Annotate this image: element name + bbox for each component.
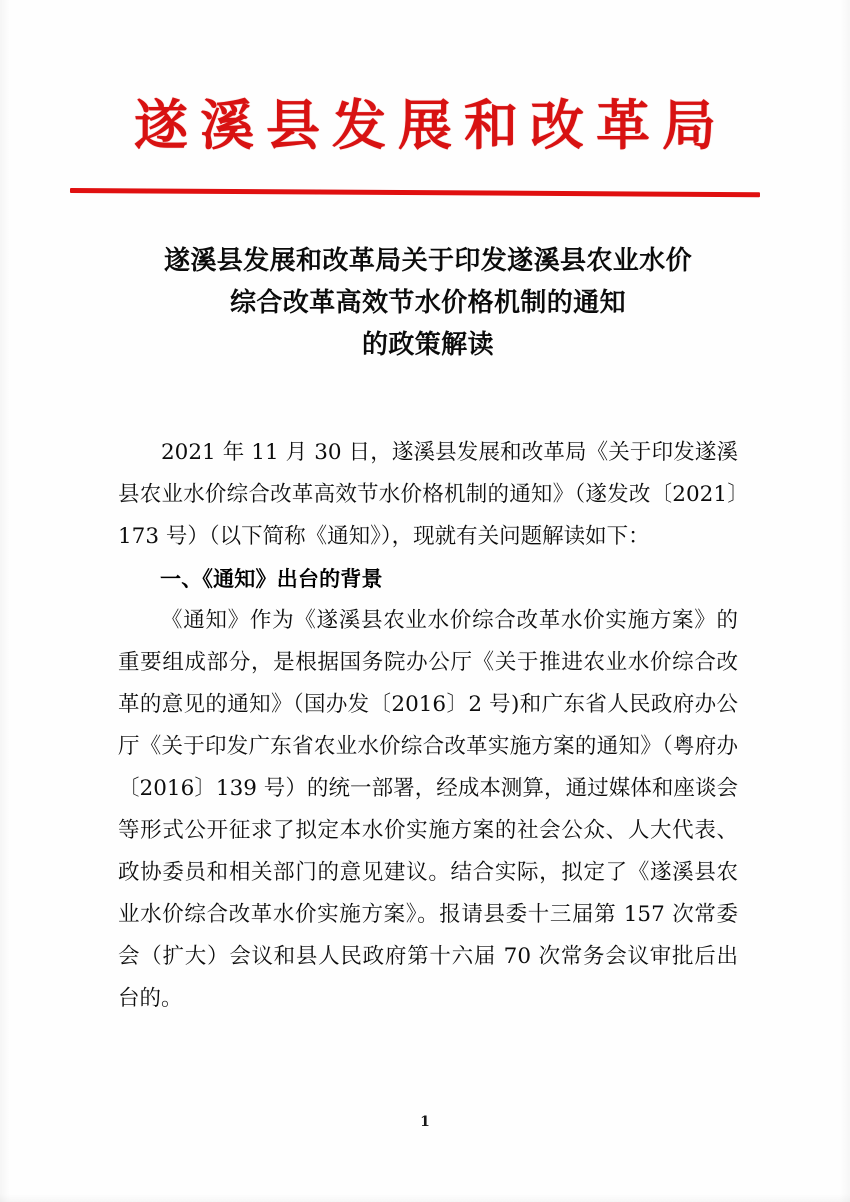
document-title-line-1: 遂溪县发展和改革局关于印发遂溪县农业水价	[163, 246, 692, 276]
document-title-line-2: 综合改革高效节水价格机制的通知	[229, 288, 626, 318]
document-body	[118, 432, 738, 1020]
scan-edge-bottom-shadow	[0, 1194, 850, 1202]
page-number: 1	[420, 1114, 430, 1130]
section-one-paragraph: 《通知》作为《遂溪县农业水价综合改革水价实施方案》的重要组成部分，是根据国务院办公厅《关于推进农业水价综合改革的意见的通知》（国办发〔2016〕2 号)和广东省人民政府办公厅《关于印发广东省农业水价综合改革实施方案的通知》（粤府办〔2016〕139 号）的统一部署，经成本测算，通过媒体和座谈会等形式公开征求了拟定本水价实施方案的社会公众、人大代表、政协委员和相关部门的意见建议。结合实际，拟定了《遂溪县农业水价综合改革水价实施方案》。报请县委十三届第 157 次常委会（扩大）会议和县人民政府第十六届 70 次常务会议审批后出台的。	[118, 608, 738, 1011]
document-title-line-3: 的政策解读	[361, 330, 494, 360]
intro-paragraph: 2021 年 11 月 30 日，遂溪县发展和改革局《关于印发遂溪县农业水价综合改革高效节水价格机制的通知》（遂发改〔2021〕173 号）（以下简称《通知》），现就有关问题解读如下：	[118, 440, 738, 549]
section-heading-one: 一、《通知》出台的背景	[160, 567, 383, 591]
scan-edge-left-shadow	[0, 0, 10, 1202]
document-title	[118, 240, 738, 366]
letterhead-red-rule	[70, 188, 760, 197]
issuing-organization-title: 遂溪县发展和改革局	[134, 93, 728, 157]
scan-edge-right-shadow	[840, 0, 850, 1202]
letterhead	[0, 93, 850, 157]
